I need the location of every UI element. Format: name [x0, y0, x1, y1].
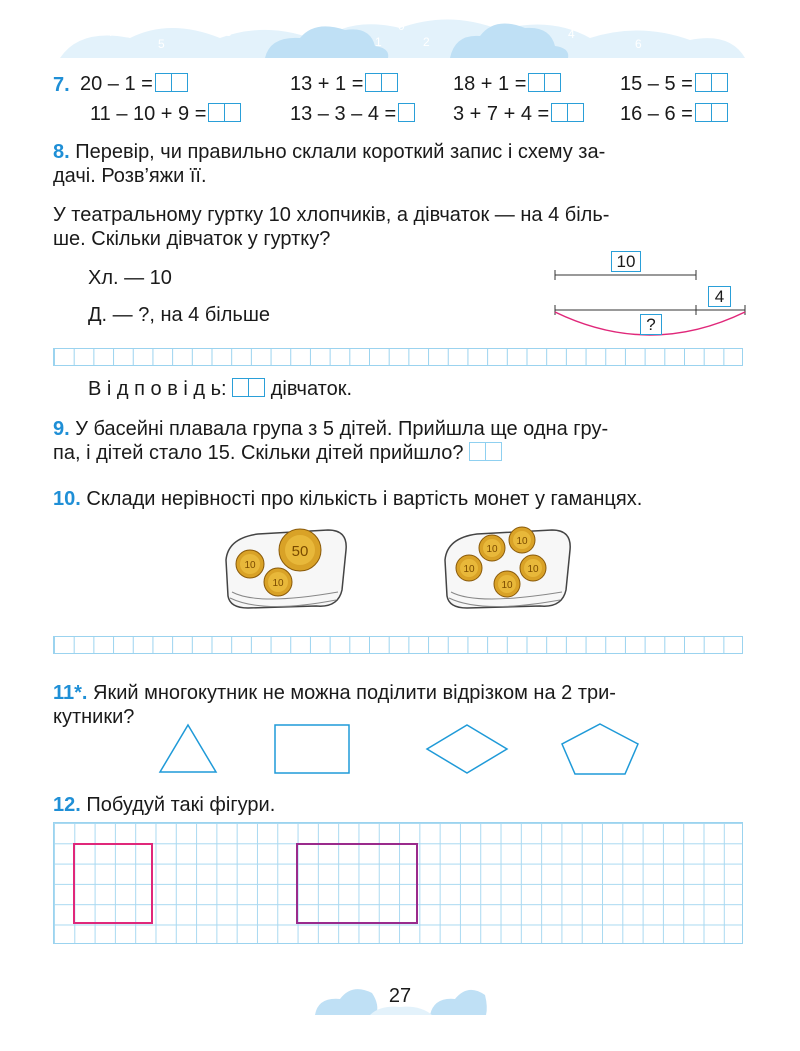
purse-1 [218, 520, 353, 620]
sample-rectangle [296, 843, 418, 924]
coin-value: 10 [516, 536, 528, 547]
cloud-digit: 5 [158, 37, 165, 51]
expression [290, 103, 415, 126]
coin-value: 10 [272, 578, 284, 589]
answer-box[interactable] [469, 442, 486, 461]
expression-text: 3 + 7 + 4 = [453, 103, 550, 125]
answer-box[interactable] [249, 378, 265, 397]
text-line: Склади нерівності про кількість і вартість монет у гаманцях. [86, 488, 643, 510]
answer-box[interactable] [232, 378, 249, 397]
short-note-girls: Д. — ?, на 4 більше [88, 304, 271, 326]
answer-tail: дівчаток. [270, 378, 353, 400]
task11-statement [53, 681, 753, 705]
coin-10 [509, 527, 535, 553]
expression-text: 15 – 5 = [620, 73, 693, 95]
expression [90, 103, 241, 126]
coin-10 [236, 550, 264, 578]
answer-box[interactable] [712, 103, 728, 122]
answer-box[interactable] [382, 73, 398, 92]
short-note-boys: Хл. — 10 [88, 267, 172, 289]
text-line: У басейні плавала група з 5 дітей. Прийшла ще одна гру- [75, 418, 609, 440]
expression [620, 103, 728, 126]
task-number: 12. [53, 794, 81, 816]
polygon-rectangle[interactable] [273, 723, 351, 775]
text-line: Який многокутник не можна поділити відрізком на 2 три- [93, 682, 616, 704]
answer-box[interactable] [398, 103, 415, 122]
header-clouds [50, 8, 750, 66]
answer-strip[interactable] [53, 636, 743, 654]
answer-box[interactable] [155, 73, 172, 92]
coin-10 [520, 555, 546, 581]
expression-text: 13 – 3 – 4 = [290, 103, 397, 125]
coin-value: 50 [291, 543, 309, 560]
task12-statement [53, 793, 275, 817]
cloud-digit: 8 [690, 27, 697, 41]
answer-box[interactable] [695, 73, 712, 92]
task-number: 7. [53, 74, 70, 96]
coin-10 [494, 571, 520, 597]
answer-label: В і д п о в і д ь: [88, 378, 227, 400]
answer-box[interactable] [528, 73, 545, 92]
coin-value: 10 [244, 560, 256, 571]
answer-box[interactable] [486, 442, 502, 461]
task9-line2 [53, 441, 502, 465]
task-number: 8. [53, 141, 70, 163]
purse-2 [437, 520, 577, 620]
task-number: 9. [53, 418, 70, 440]
cloud-digit: 2 [423, 35, 430, 49]
scheme-label-total: 10 [611, 251, 641, 272]
coin-value: 10 [501, 580, 513, 591]
answer-box[interactable] [712, 73, 728, 92]
text-line: дачі. Розв’яжи її. [53, 165, 207, 187]
text-line: кутники? [53, 706, 135, 728]
polygon-triangle[interactable] [158, 722, 218, 774]
cloud-digit: 7 [108, 25, 115, 39]
answer-box[interactable] [568, 103, 584, 122]
scheme-label-unknown: ? [640, 314, 662, 335]
task-number: 10. [53, 488, 81, 510]
sample-square [73, 843, 153, 924]
coin-10 [264, 568, 292, 596]
expression-text: 13 + 1 = [290, 73, 364, 95]
cloud-digit: 6 [635, 37, 642, 51]
polygon-rhombus[interactable] [425, 723, 509, 775]
coin-50 [279, 529, 321, 571]
answer-line [88, 377, 352, 401]
answer-box[interactable] [695, 103, 712, 122]
answer-box[interactable] [545, 73, 561, 92]
expression-text: 18 + 1 = [453, 73, 527, 95]
text-line: Побудуй такі фігури. [86, 794, 276, 816]
task-number: 11*. [53, 682, 88, 704]
cloud-digit: 4 [568, 27, 575, 41]
coin-10 [456, 555, 482, 581]
polygon-pentagon[interactable] [560, 722, 640, 776]
answer-box[interactable] [172, 73, 188, 92]
page-number: 27 [388, 985, 412, 1007]
expression [620, 73, 728, 96]
expression-text: 16 – 6 = [620, 103, 693, 125]
expression [290, 73, 398, 96]
text-line: па, і дітей стало 15. Скільки дітей прийшло? [53, 442, 464, 464]
cloud-digit: 1 [375, 35, 382, 49]
expression [453, 73, 561, 96]
text-line: Перевір, чи правильно склали короткий запис і схему за- [75, 141, 606, 163]
answer-box[interactable] [551, 103, 568, 122]
problem-text: У театральному гуртку 10 хлопчиків, а дівчаток — на 4 біль- [53, 204, 610, 226]
cloud-digit: 0 [398, 19, 405, 33]
coin-value: 10 [527, 564, 539, 575]
coin-10 [479, 535, 505, 561]
expression-text: 11 – 10 + 9 = [90, 103, 207, 125]
answer-box[interactable] [365, 73, 382, 92]
answer-strip[interactable] [53, 348, 743, 366]
coin-value: 10 [463, 564, 475, 575]
expression-text: 20 – 1 = [80, 73, 153, 95]
scheme-label-extra: 4 [708, 286, 731, 307]
expression [453, 103, 584, 126]
answer-box[interactable] [225, 103, 241, 122]
task9-statement [53, 417, 753, 441]
coin-value: 10 [486, 544, 498, 555]
task8-statement [53, 140, 753, 164]
task10-statement [53, 487, 642, 511]
cloud-digit: 3 [225, 25, 232, 39]
answer-box[interactable] [208, 103, 225, 122]
expression [80, 73, 188, 96]
problem-text: ше. Скільки дівчаток у гуртку? [53, 228, 331, 250]
